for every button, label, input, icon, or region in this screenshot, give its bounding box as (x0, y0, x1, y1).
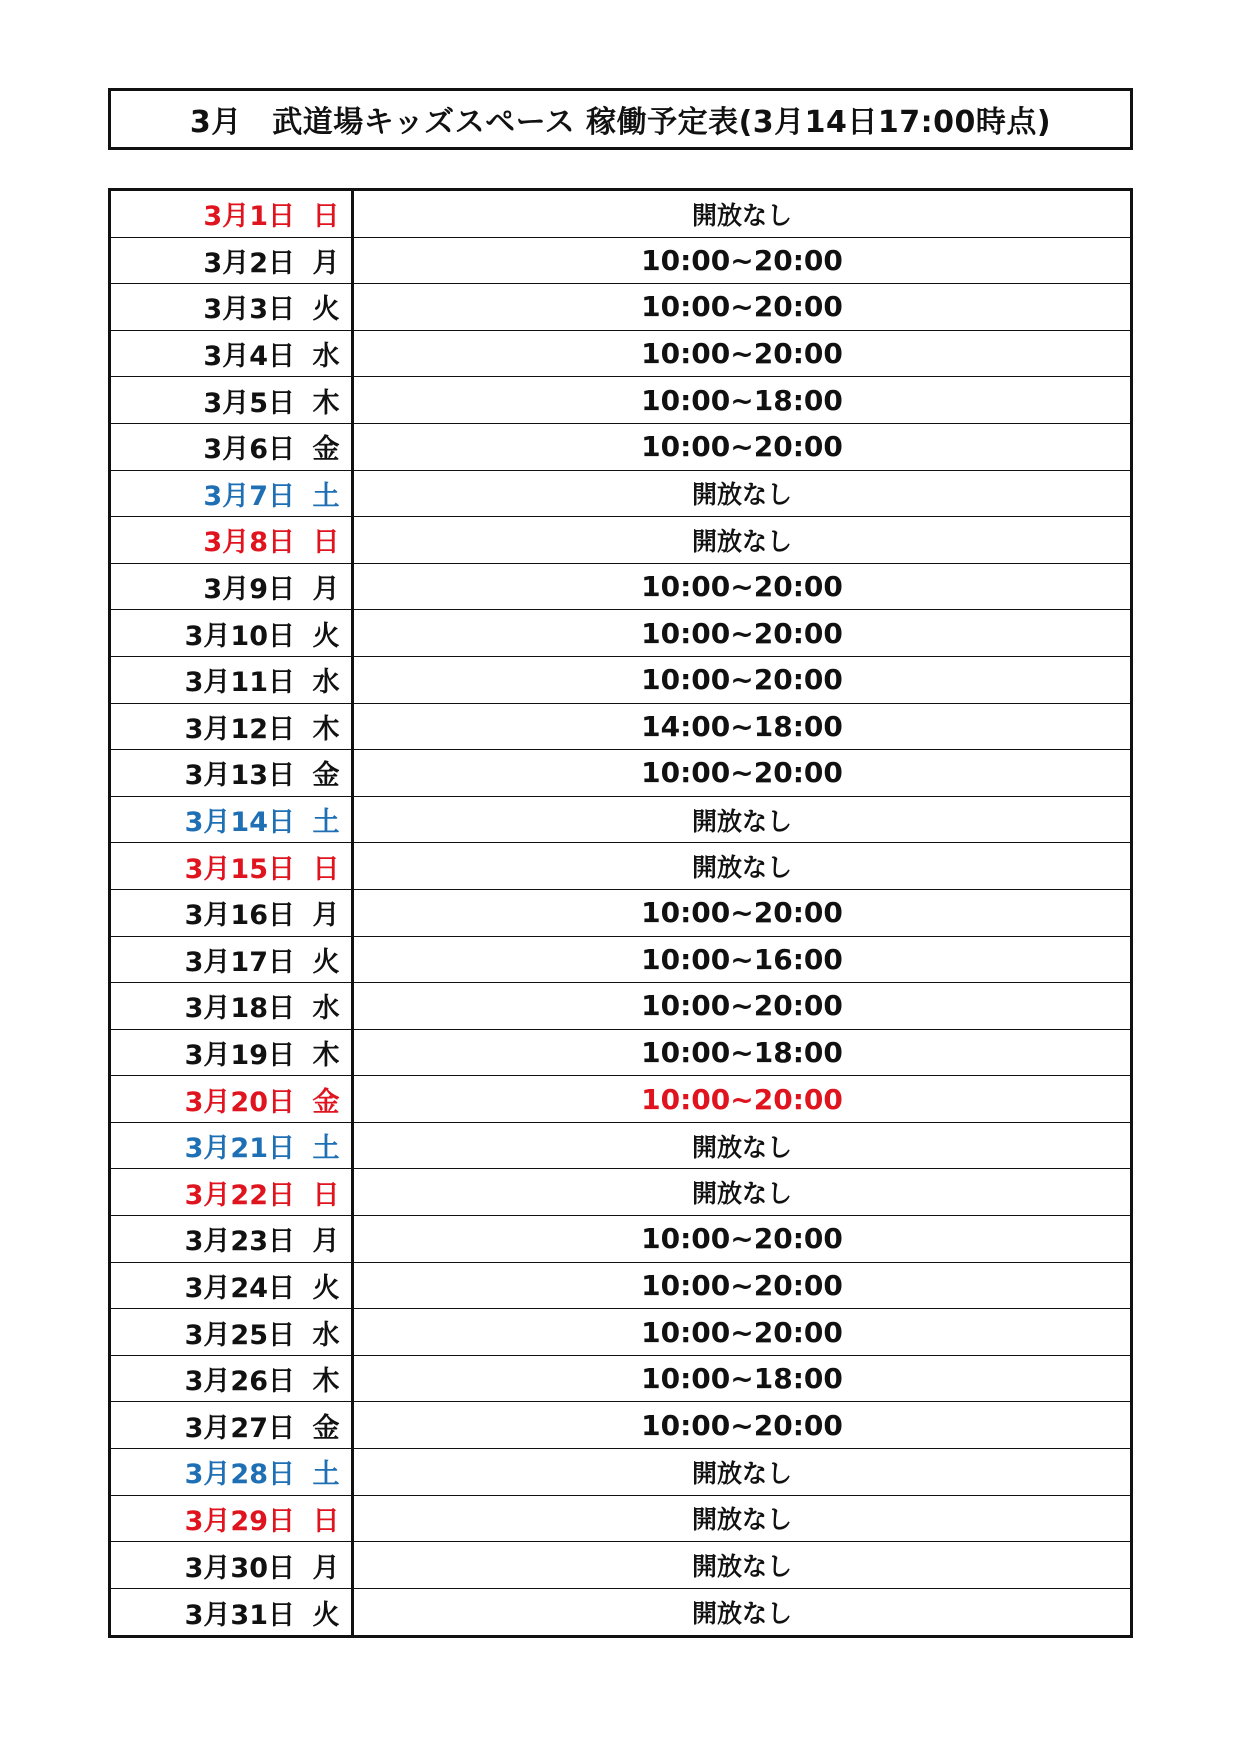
hours-label: 10:00~20:00 (641, 1082, 843, 1116)
table-row (111, 564, 1130, 611)
hours-label: 10:00~20:00 (641, 756, 843, 790)
date-label: 3月7日 (203, 480, 295, 512)
date-label: 3月21日 (184, 1133, 295, 1165)
hours-label: 開放なし (691, 1552, 792, 1582)
table-row (111, 983, 1130, 1030)
hours-label: 10:00~20:00 (641, 570, 843, 604)
weekday-label: 水 (312, 341, 340, 373)
hours-cell (354, 1123, 1130, 1169)
table-row (111, 471, 1130, 518)
hours-cell (354, 890, 1130, 936)
date-label: 3月5日 (203, 387, 295, 419)
hours-label: 10:00~20:00 (641, 1408, 843, 1442)
hours-cell (354, 1263, 1130, 1309)
date-label: 3月22日 (184, 1179, 295, 1211)
weekday-label: 日 (312, 201, 340, 233)
hours-label: 10:00~20:00 (641, 989, 843, 1023)
hours-cell (354, 1030, 1130, 1076)
table-row (111, 238, 1130, 285)
date-label: 3月29日 (184, 1505, 295, 1537)
weekday-label: 水 (312, 1319, 340, 1351)
date-cell (111, 843, 354, 889)
hours-label: 10:00~18:00 (641, 1362, 843, 1396)
hours-cell (354, 657, 1130, 703)
hours-cell (354, 1076, 1130, 1122)
date-label: 3月10日 (184, 620, 295, 652)
date-label: 3月17日 (184, 946, 295, 978)
table-row (111, 1449, 1130, 1496)
date-label: 3月26日 (184, 1366, 295, 1398)
table-row (111, 1356, 1130, 1403)
date-cell (111, 331, 354, 377)
hours-label: 10:00~20:00 (641, 1268, 843, 1302)
hours-cell (354, 1356, 1130, 1402)
date-label: 3月8日 (203, 527, 295, 559)
weekday-label: 木 (312, 713, 340, 745)
table-row (111, 1496, 1130, 1543)
table-row (111, 1169, 1130, 1216)
weekday-label: 木 (312, 1039, 340, 1071)
hours-cell (354, 1169, 1130, 1215)
hours-label: 14:00~18:00 (641, 709, 843, 743)
date-cell (111, 1123, 354, 1169)
date-cell (111, 1309, 354, 1355)
table-row (111, 331, 1130, 378)
hours-cell (354, 191, 1130, 237)
table-row (111, 1542, 1130, 1589)
weekday-label: 月 (312, 1226, 340, 1258)
hours-cell (354, 750, 1130, 796)
date-cell (111, 517, 354, 563)
table-row (111, 1589, 1130, 1636)
hours-cell (354, 704, 1130, 750)
weekday-label: 水 (312, 993, 340, 1025)
table-row (111, 377, 1130, 424)
date-label: 3月13日 (184, 760, 295, 792)
date-cell (111, 657, 354, 703)
weekday-label: 火 (312, 294, 340, 326)
weekday-label: 金 (312, 760, 340, 792)
date-cell (111, 1216, 354, 1262)
date-label: 3月3日 (203, 294, 295, 326)
hours-label: 10:00~18:00 (641, 1035, 843, 1069)
table-row (111, 843, 1130, 890)
hours-cell (354, 1542, 1130, 1588)
hours-cell (354, 1449, 1130, 1495)
hours-label: 開放なし (691, 480, 792, 510)
weekday-label: 日 (312, 527, 340, 559)
hours-label: 10:00~20:00 (641, 430, 843, 464)
date-cell (111, 284, 354, 330)
weekday-label: 日 (312, 1505, 340, 1537)
table-row (111, 1216, 1130, 1263)
date-label: 3月27日 (184, 1412, 295, 1444)
date-cell (111, 750, 354, 796)
weekday-label: 土 (312, 1459, 340, 1491)
table-row (111, 704, 1130, 751)
date-cell (111, 704, 354, 750)
table-row (111, 1309, 1130, 1356)
date-cell (111, 1030, 354, 1076)
date-cell (111, 1496, 354, 1542)
date-cell (111, 1263, 354, 1309)
hours-cell (354, 517, 1130, 563)
weekday-label: 土 (312, 807, 340, 839)
table-row (111, 937, 1130, 984)
hours-cell (354, 1496, 1130, 1542)
date-label: 3月6日 (203, 434, 295, 466)
date-cell (111, 238, 354, 284)
table-row (111, 890, 1130, 937)
table-row (111, 657, 1130, 704)
weekday-label: 土 (312, 480, 340, 512)
table-row (111, 284, 1130, 331)
weekday-label: 火 (312, 946, 340, 978)
schedule-table (108, 188, 1133, 1638)
weekday-label: 金 (312, 1086, 340, 1118)
hours-label: 開放なし (691, 806, 792, 836)
table-row (111, 750, 1130, 797)
date-label: 3月14日 (184, 807, 295, 839)
table-row (111, 1402, 1130, 1449)
weekday-label: 月 (312, 1552, 340, 1584)
date-label: 3月31日 (184, 1599, 295, 1631)
date-label: 3月1日 (203, 201, 295, 233)
hours-label: 開放なし (691, 1599, 792, 1629)
hours-label: 開放なし (691, 200, 792, 230)
date-cell (111, 377, 354, 423)
hours-cell (354, 1309, 1130, 1355)
date-cell (111, 1589, 354, 1636)
hours-cell (354, 424, 1130, 470)
weekday-label: 水 (312, 667, 340, 699)
hours-label: 10:00~20:00 (641, 663, 843, 697)
date-cell (111, 471, 354, 517)
table-row (111, 797, 1130, 844)
weekday-label: 木 (312, 387, 340, 419)
weekday-label: 火 (312, 1272, 340, 1304)
date-label: 3月2日 (203, 247, 295, 279)
hours-label: 10:00~18:00 (641, 383, 843, 417)
page-title (108, 88, 1133, 150)
date-cell (111, 983, 354, 1029)
weekday-label: 日 (312, 1179, 340, 1211)
date-cell (111, 1402, 354, 1448)
weekday-label: 火 (312, 620, 340, 652)
hours-cell (354, 937, 1130, 983)
page-title-text: 3月 武道場キッズスペース 稼働予定表(3月14日17:00時点) (189, 105, 1052, 140)
weekday-label: 月 (312, 247, 340, 279)
date-cell (111, 610, 354, 656)
hours-cell (354, 843, 1130, 889)
hours-label: 開放なし (691, 526, 792, 556)
table-row (111, 1123, 1130, 1170)
hours-label: 開放なし (691, 853, 792, 883)
hours-label: 開放なし (691, 1132, 792, 1162)
hours-label: 10:00~20:00 (641, 1222, 843, 1256)
hours-cell (354, 284, 1130, 330)
hours-cell (354, 610, 1130, 656)
hours-label: 10:00~20:00 (641, 896, 843, 930)
date-cell (111, 1076, 354, 1122)
date-label: 3月16日 (184, 900, 295, 932)
date-cell (111, 191, 354, 237)
date-label: 3月24日 (184, 1272, 295, 1304)
date-cell (111, 1356, 354, 1402)
weekday-label: 金 (312, 434, 340, 466)
date-label: 3月9日 (203, 574, 295, 606)
hours-cell (354, 983, 1130, 1029)
weekday-label: 金 (312, 1412, 340, 1444)
hours-cell (354, 238, 1130, 284)
hours-cell (354, 331, 1130, 377)
date-cell (111, 564, 354, 610)
date-cell (111, 1169, 354, 1215)
weekday-label: 月 (312, 574, 340, 606)
date-cell (111, 797, 354, 843)
hours-cell (354, 797, 1130, 843)
weekday-label: 火 (312, 1599, 340, 1631)
date-cell (111, 890, 354, 936)
date-label: 3月20日 (184, 1086, 295, 1118)
date-label: 3月23日 (184, 1226, 295, 1258)
date-label: 3月25日 (184, 1319, 295, 1351)
hours-label: 開放なし (691, 1179, 792, 1209)
table-row (111, 1076, 1130, 1123)
weekday-label: 土 (312, 1133, 340, 1165)
table-row (111, 1263, 1130, 1310)
weekday-label: 木 (312, 1366, 340, 1398)
table-row (111, 1030, 1130, 1077)
date-cell (111, 1449, 354, 1495)
weekday-label: 月 (312, 900, 340, 932)
date-label: 3月12日 (184, 713, 295, 745)
table-row (111, 191, 1130, 238)
hours-label: 10:00~16:00 (641, 942, 843, 976)
hours-cell (354, 1589, 1130, 1636)
weekday-label: 日 (312, 853, 340, 885)
table-row (111, 424, 1130, 471)
hours-label: 開放なし (691, 1505, 792, 1535)
hours-label: 10:00~20:00 (641, 1315, 843, 1349)
date-label: 3月28日 (184, 1459, 295, 1491)
hours-cell (354, 564, 1130, 610)
hours-cell (354, 377, 1130, 423)
hours-label: 10:00~20:00 (641, 290, 843, 324)
hours-cell (354, 471, 1130, 517)
date-cell (111, 937, 354, 983)
hours-label: 10:00~20:00 (641, 337, 843, 371)
table-row (111, 610, 1130, 657)
hours-label: 10:00~20:00 (641, 243, 843, 277)
hours-label: 10:00~20:00 (641, 616, 843, 650)
hours-cell (354, 1402, 1130, 1448)
date-label: 3月11日 (184, 667, 295, 699)
hours-label: 開放なし (691, 1458, 792, 1488)
table-row (111, 517, 1130, 564)
date-label: 3月4日 (203, 341, 295, 373)
hours-cell (354, 1216, 1130, 1262)
date-label: 3月30日 (184, 1552, 295, 1584)
date-label: 3月18日 (184, 993, 295, 1025)
date-cell (111, 424, 354, 470)
date-cell (111, 1542, 354, 1588)
date-label: 3月15日 (184, 853, 295, 885)
date-label: 3月19日 (184, 1039, 295, 1071)
